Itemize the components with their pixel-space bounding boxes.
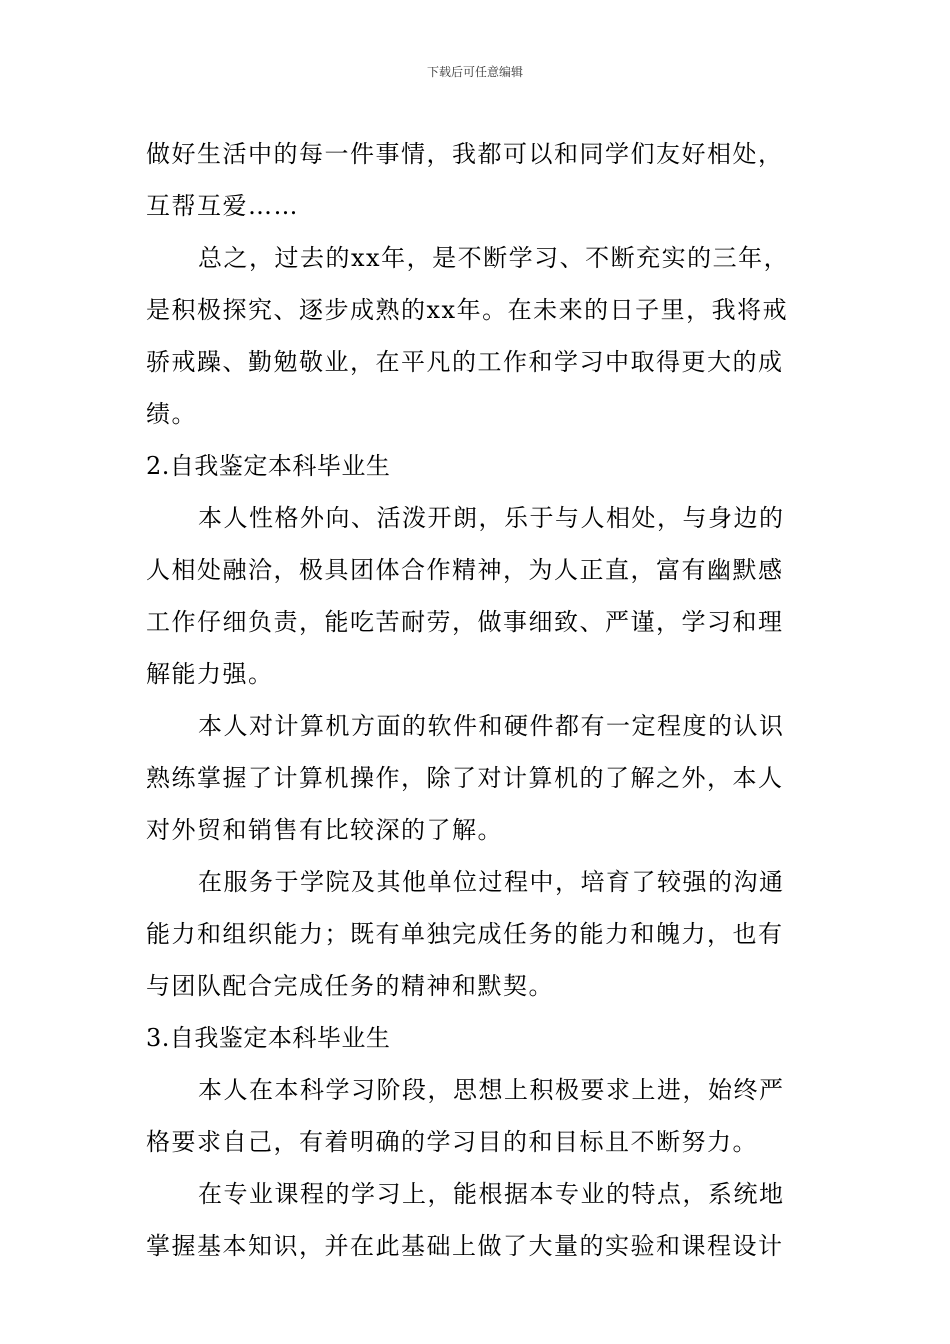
text-line: 总之，过去的xx年，是不断学习、不断充实的三年， xyxy=(198,244,790,272)
text-line: 骄戒躁、勤勉敬业，在平凡的工作和学习中取得更大的成 xyxy=(146,348,784,376)
text-line: 绩。 xyxy=(146,400,197,428)
text-line: 对外贸和销售有比较深的了解。 xyxy=(146,816,503,844)
page-header: 下载后可任意编辑 xyxy=(426,65,523,79)
text-line: 人相处融洽，极具团体合作精神，为人正直，富有幽默感 xyxy=(146,556,784,584)
paragraph-5 xyxy=(146,856,808,1012)
section-heading-2: 2.自我鉴定本科毕业生 xyxy=(146,452,391,480)
text-line: 工作仔细负责，能吃苦耐劳，做事细致、严谨，学习和理 xyxy=(146,608,784,636)
text-line: 互帮互爱…… xyxy=(146,192,299,220)
paragraph-1 xyxy=(146,128,808,232)
text-line: 本人性格外向、活泼开朗，乐于与人相处，与身边的 xyxy=(198,504,785,532)
section-heading-3: 3.自我鉴定本科毕业生 xyxy=(146,1024,391,1052)
paragraph-3 xyxy=(146,492,808,700)
paragraph-4 xyxy=(146,700,808,856)
document-body xyxy=(146,128,808,1272)
text-line: 是积极探究、逐步成熟的xx年。在未来的日子里，我将戒 xyxy=(146,296,789,324)
text-line: 能力和组织能力；既有单独完成任务的能力和魄力，也有 xyxy=(146,920,784,948)
text-line: 在专业课程的学习上，能根据本专业的特点，系统地 xyxy=(198,1180,785,1208)
text-line: 熟练掌握了计算机操作，除了对计算机的了解之外，本人 xyxy=(146,764,784,792)
text-line: 在服务于学院及其他单位过程中，培育了较强的沟通 xyxy=(198,868,785,896)
text-line: 解能力强。 xyxy=(146,660,274,688)
text-line: 本人对计算机方面的软件和硬件都有一定程度的认识 xyxy=(198,712,785,740)
text-line: 掌握基本知识，并在此基础上做了大量的实验和课程设计 xyxy=(146,1232,784,1260)
paragraph-7 xyxy=(146,1168,808,1272)
paragraph-2 xyxy=(146,232,808,440)
text-line: 做好生活中的每一件事情，我都可以和同学们友好相处， xyxy=(146,140,784,168)
paragraph-6 xyxy=(146,1064,808,1168)
text-line: 本人在本科学习阶段，思想上积极要求上进，始终严 xyxy=(198,1076,785,1104)
text-line: 格要求自己，有着明确的学习目的和目标且不断努力。 xyxy=(146,1128,758,1156)
text-line: 与团队配合完成任务的精神和默契。 xyxy=(146,972,554,1000)
